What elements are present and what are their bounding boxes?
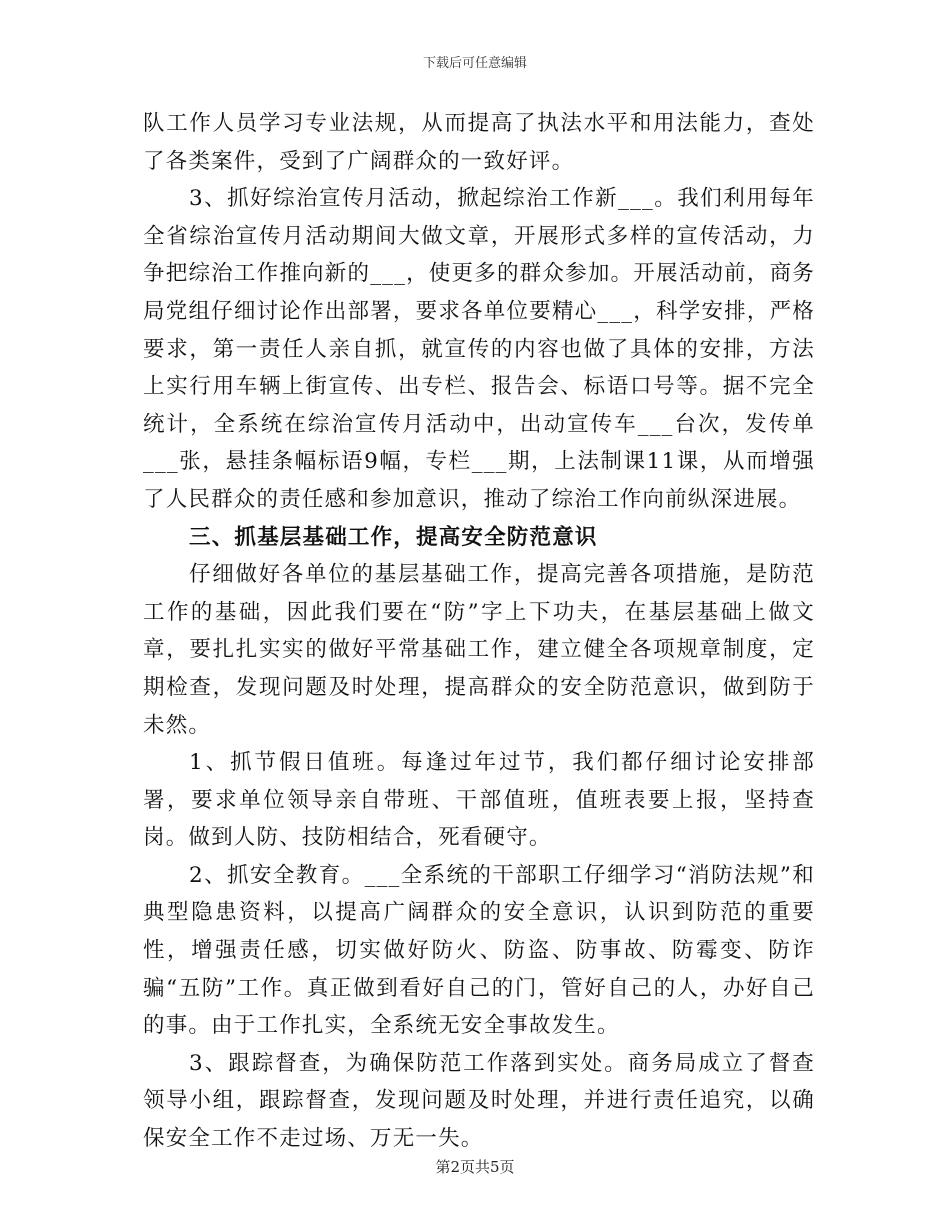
page-header: 下载后可任意编辑 [422, 56, 527, 71]
paragraph-safety-education: 2、抓安全教育。___全系统的干部职工仔细学习“消防法规”和典型隐患资料，以提高广阔群众的安全意识，认识到防范的重要性，增强责任感，切实做好防火、防盗、防事故、防霉变、防诈骗“五防”工作。真正做到看好自己的门，管好自己的人，办好自己的事。由于工作扎实，全系统无安全事故发生。 [143, 862, 815, 1039]
paragraph-holiday-duty: 1、抓节假日值班。每逢过年过节，我们都仔细讨论安排部署，要求单位领导亲自带班、干部值班，值班表要上报，坚持查岗。做到人防、技防相结合，死看硬守。 [143, 750, 815, 851]
paragraph-grassroots-work: 仔细做好各单位的基层基础工作，提高完善各项措施，是防范工作的基础，因此我们要在“防”字上下功夫，在基层基础上做文章，要扎扎实实的做好平常基础工作，建立健全各项规章制度，定期检查，发现问题及时处理，提高群众的安全防范意识，做到防于未然。 [143, 562, 815, 738]
page-number: 第2页共5页 [435, 1158, 515, 1176]
section-heading-3: 三、抓基层基础工作，提高安全防范意识 [189, 524, 598, 550]
document-body [143, 105, 815, 1158]
paragraph-propaganda-month: 3、抓好综治宣传月活动，掀起综治工作新___。我们利用每年全省综治宣传月活动期间大做文章，开展形式多样的宣传活动，力争把综治工作推向新的___，使更多的群众参加。开展活动前，商务局党组仔细讨论作出部署，要求各单位要精心___，科学安排，严格要求，第一责任人亲自抓，就宣传的内容也做了具体的安排，方法上实行用车辆上街宣传、出专栏、报告会、标语口号等。据不完全统计，全系统在综治宣传月活动中，出动宣传车___台次，发传单___张，悬挂条幅标语9幅，专栏___期，上法制课11课，从而增强了人民群众的责任感和参加意识，推动了综治工作向前纵深进展。 [143, 186, 815, 512]
paragraph-supervision: 3、跟踪督查，为确保防范工作落到实处。商务局成立了督查领导小组，跟踪督查，发现问题及时处理，并进行责任追究，以确保安全工作不走过场、万无一失。 [143, 1050, 815, 1152]
paragraph-continuation: 队工作人员学习专业法规，从而提高了执法水平和用法能力，查处了各类案件，受到了广阔群众的一致好评。 [143, 111, 815, 174]
